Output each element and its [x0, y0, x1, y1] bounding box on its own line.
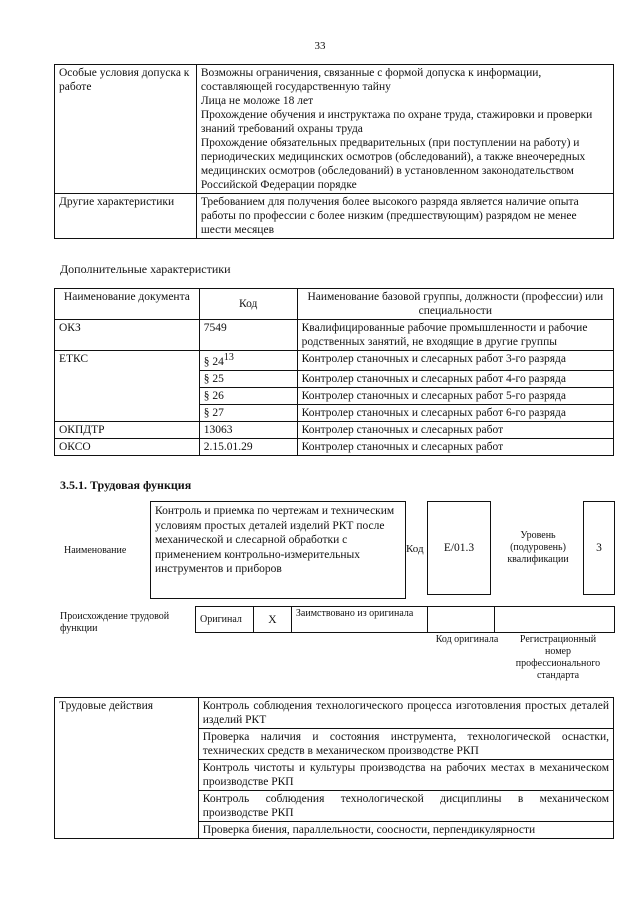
action-item: Проверка биения, параллельности, соосности, перпендикулярности: [198, 822, 613, 839]
function-name-box: [150, 501, 406, 599]
additional-table: [54, 288, 614, 456]
code-value: E/01.3: [443, 542, 475, 554]
origin-table: [195, 606, 615, 633]
code-cell: 7549: [199, 320, 297, 351]
code-cell: 2.15.01.29: [199, 438, 297, 455]
footnote-ref: 13: [223, 352, 234, 363]
conditions-line: Прохождение обязательных предварительных (при поступлении на работу) и периодических медицинских осмотров (обследований), а также внеочередных медицинских осмотров (обследований) в установленном законодательством Российской Федерации порядке: [200, 137, 586, 191]
header-code: Код: [199, 289, 297, 320]
code-cell: § 26: [199, 387, 297, 404]
action-item: Контроль соблюдения технологического процесса изготовления простых деталей изделий РКТ: [198, 698, 613, 729]
table-row: [55, 351, 614, 371]
doc-cell: ОКПДТР: [55, 421, 200, 438]
header-doc: Наименование документа: [55, 289, 200, 320]
table-row: [55, 438, 614, 455]
table-row: [55, 320, 614, 351]
action-item: Контроль чистоты и культуры производства на рабочих местах в механическом производстве РКП: [198, 760, 613, 791]
conditions-line: Лица не моложе 18 лет: [200, 95, 314, 107]
name-cell: Контролер станочных и слесарных работ 6-го разряда: [297, 404, 613, 421]
table-row: [55, 194, 614, 239]
table-row: [55, 698, 614, 729]
conditions-line: Прохождение обучения и инструктажа по охране труда, стажировки и проверки знаний требований охраны труда: [200, 109, 593, 135]
original-label: Оригинал: [196, 607, 254, 633]
code-box: [427, 501, 491, 595]
doc-cell: ОКСО: [55, 438, 200, 455]
code-cell: § 27: [199, 404, 297, 421]
code-cell: [199, 351, 297, 371]
name-cell: Контролер станочных и слесарных работ: [297, 421, 613, 438]
code-original-cell: [427, 607, 495, 633]
section-title: 3.5.1. Трудовая функция: [60, 478, 192, 492]
origin-label: Происхождение трудовой функции: [60, 611, 170, 634]
page-number: 33: [314, 40, 326, 52]
level-value: 3: [596, 542, 602, 554]
action-item: Контроль соблюдения технологической дисциплины в механическом производстве РКП: [198, 791, 613, 822]
table-row: [55, 421, 614, 438]
actions-label: Трудовые действия: [55, 698, 199, 839]
level-label: Уровень (подуровень) квалификации: [507, 530, 569, 565]
name-label: Наименование: [64, 545, 127, 556]
name-cell: Контролер станочных и слесарных работ 3-го разряда: [297, 351, 613, 371]
name-cell: Контролер станочных и слесарных работ 4-го разряда: [297, 370, 613, 387]
code-text: § 24: [203, 355, 224, 368]
reg-number-cell: [495, 607, 615, 633]
table-row: [196, 607, 615, 633]
code-cell: 13063: [199, 421, 297, 438]
conditions-cell: [196, 65, 613, 194]
code-cell: § 25: [199, 370, 297, 387]
additional-title: Дополнительные характеристики: [60, 262, 231, 276]
reg-number-label: Регистрационный номер профессионального стандарта: [515, 634, 601, 681]
name-cell: Контролер станочных и слесарных работ: [297, 438, 613, 455]
table-row: [55, 65, 614, 194]
header-name: Наименование базовой группы, должности (профессии) или специальности: [297, 289, 613, 320]
conditions-line: Возможны ограничения, связанные с формой допуска к информации, составляющей государственную тайну: [200, 67, 542, 93]
doc-cell: ЕТКС: [55, 351, 200, 422]
level-box: [583, 501, 615, 595]
actions-table: [54, 697, 614, 839]
doc-cell: ОКЗ: [55, 320, 200, 351]
code-original-label: Код оригинала: [435, 634, 499, 645]
original-mark: X: [253, 607, 291, 633]
borrowed-label: Заимствовано из оригинала: [291, 607, 427, 633]
function-name: Контроль и приемка по чертежам и техническим условиям простых деталей изделий РКТ после механической и слесарной обработки с применением контрольно-измерительных инструментов и приборов: [155, 505, 395, 575]
other-cell: Требованием для получения более высокого разряда является наличие опыта работы по профессии с более низким (предшествующим) разрядом не менее шести месяцев: [196, 194, 613, 239]
conditions-label: Особые условия допуска к работе: [55, 65, 197, 194]
name-cell: Контролер станочных и слесарных работ 5-го разряда: [297, 387, 613, 404]
code-label: Код: [406, 543, 424, 555]
other-label: Другие характеристики: [55, 194, 197, 239]
name-cell: Квалифицированные рабочие промышленности и рабочие родственных занятий, не входящие в другие группы: [297, 320, 613, 351]
action-item: Проверка наличия и состояния инструмента, технологической оснастки, технических средств в механическом производстве РКП: [198, 729, 613, 760]
table-header-row: [55, 289, 614, 320]
conditions-table: [54, 64, 614, 239]
